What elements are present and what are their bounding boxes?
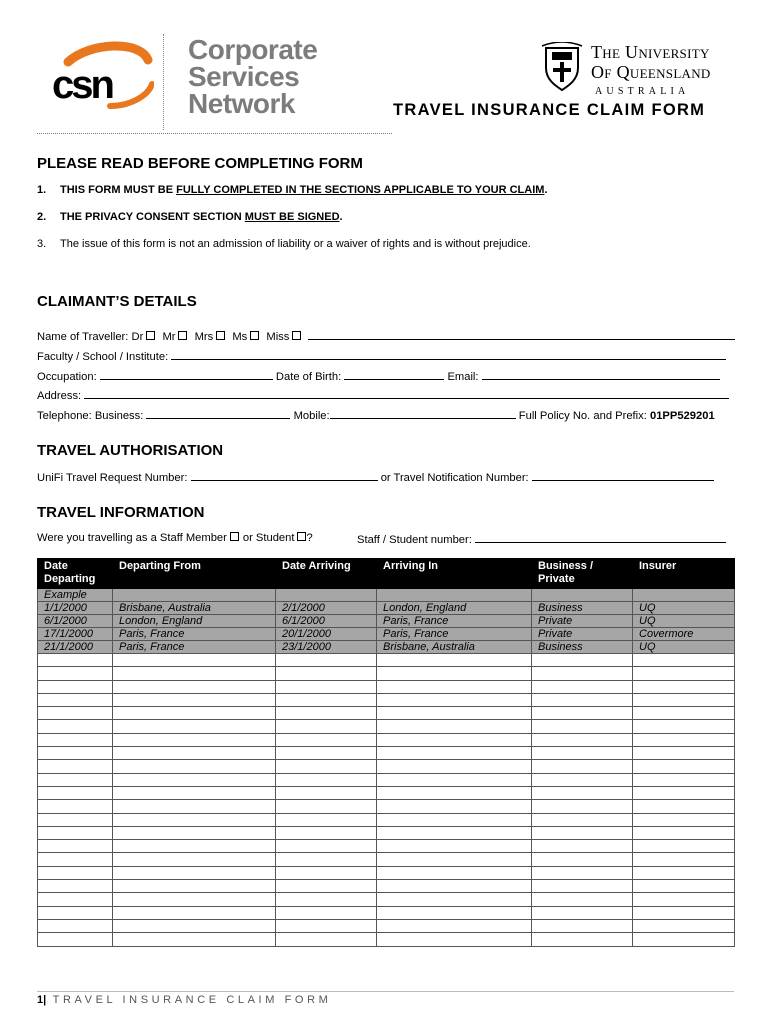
table-entry-cell[interactable] bbox=[377, 853, 532, 866]
table-entry-cell[interactable] bbox=[532, 813, 633, 826]
table-entry-cell[interactable] bbox=[276, 800, 377, 813]
table-entry-cell[interactable] bbox=[532, 707, 633, 720]
table-cell: Private bbox=[532, 628, 633, 641]
title-mrs-label: Mrs bbox=[194, 331, 214, 343]
occupation-field[interactable] bbox=[100, 369, 273, 380]
table-entry-cell[interactable] bbox=[38, 853, 113, 866]
table-cell: Paris, France bbox=[377, 628, 532, 641]
table-cell: Brisbane, Australia bbox=[377, 641, 532, 654]
col-date-arriving: Date Arriving bbox=[276, 559, 377, 589]
table-row bbox=[38, 800, 735, 813]
table-row bbox=[38, 760, 735, 773]
table-row bbox=[38, 733, 735, 746]
table-row bbox=[38, 826, 735, 839]
unifi-label: UniFi Travel Request Number: bbox=[37, 472, 188, 484]
table-entry-cell[interactable] bbox=[532, 773, 633, 786]
col-insurer: Insurer bbox=[633, 559, 735, 589]
table-row bbox=[38, 720, 735, 733]
table-entry-cell[interactable] bbox=[633, 866, 735, 879]
table-entry-cell[interactable] bbox=[113, 680, 276, 693]
table-row bbox=[38, 693, 735, 706]
uq-logo-text bbox=[591, 42, 711, 97]
footer-title: TRAVEL INSURANCE CLAIM FORM bbox=[52, 994, 332, 1006]
table-row bbox=[38, 747, 735, 760]
mobile-label: Mobile: bbox=[293, 410, 330, 422]
table-entry-cell[interactable] bbox=[532, 933, 633, 946]
table-entry-cell[interactable] bbox=[633, 667, 735, 680]
table-entry-cell[interactable] bbox=[532, 786, 633, 799]
csn-logo bbox=[50, 40, 154, 110]
mobile-field[interactable] bbox=[330, 408, 516, 419]
unifi-number-field[interactable] bbox=[191, 470, 378, 481]
title-mrs-checkbox[interactable] bbox=[216, 331, 225, 340]
table-entry-cell[interactable] bbox=[532, 906, 633, 919]
title-miss-checkbox[interactable] bbox=[292, 331, 301, 340]
table-entry-cell[interactable] bbox=[532, 853, 633, 866]
table-cell: London, England bbox=[113, 615, 276, 628]
table-entry-cell[interactable] bbox=[532, 800, 633, 813]
table-entry-cell[interactable] bbox=[113, 747, 276, 760]
table-entry-cell[interactable] bbox=[633, 680, 735, 693]
table-entry-cell[interactable] bbox=[633, 906, 735, 919]
table-entry-cell[interactable] bbox=[38, 747, 113, 760]
table-entry-cell[interactable] bbox=[532, 720, 633, 733]
table-row bbox=[38, 786, 735, 799]
table-entry-cell[interactable] bbox=[377, 866, 532, 879]
travel-table bbox=[37, 558, 735, 947]
table-row bbox=[38, 840, 735, 853]
table-entry-cell[interactable] bbox=[377, 919, 532, 932]
table-cell: Brisbane, Australia bbox=[113, 602, 276, 615]
table-entry-cell[interactable] bbox=[633, 800, 735, 813]
table-entry-cell[interactable] bbox=[377, 720, 532, 733]
table-entry-cell[interactable] bbox=[532, 680, 633, 693]
table-entry-cell[interactable] bbox=[113, 760, 276, 773]
table-row bbox=[38, 667, 735, 680]
table-entry-cell[interactable] bbox=[276, 680, 377, 693]
table-entry-cell[interactable] bbox=[113, 906, 276, 919]
table-entry-cell[interactable] bbox=[38, 654, 113, 667]
table-entry-cell[interactable] bbox=[113, 919, 276, 932]
staff-student-row bbox=[37, 532, 313, 544]
table-entry-cell[interactable] bbox=[113, 733, 276, 746]
table-entry-cell[interactable] bbox=[633, 747, 735, 760]
table-entry-cell[interactable] bbox=[633, 813, 735, 826]
table-entry-cell[interactable] bbox=[633, 654, 735, 667]
table-entry-cell[interactable] bbox=[113, 880, 276, 893]
table-entry-cell[interactable] bbox=[276, 853, 377, 866]
table-entry-cell[interactable] bbox=[633, 773, 735, 786]
table-cell: 6/1/2000 bbox=[276, 615, 377, 628]
table-entry-cell[interactable] bbox=[113, 866, 276, 879]
table-cell bbox=[276, 589, 377, 602]
travel-info-heading: TRAVEL INFORMATION bbox=[37, 504, 205, 521]
table-entry-cell[interactable] bbox=[633, 853, 735, 866]
table-entry-cell[interactable] bbox=[633, 840, 735, 853]
table-entry-cell[interactable] bbox=[532, 667, 633, 680]
table-entry-cell[interactable] bbox=[377, 800, 532, 813]
table-entry-cell[interactable] bbox=[276, 906, 377, 919]
table-cell: UQ bbox=[633, 615, 735, 628]
title-dr-label: Dr bbox=[131, 331, 144, 343]
footer bbox=[37, 994, 331, 1006]
staff-member-checkbox[interactable] bbox=[230, 532, 239, 541]
table-entry-cell[interactable] bbox=[38, 800, 113, 813]
table-entry-cell[interactable] bbox=[276, 747, 377, 760]
table-row bbox=[38, 906, 735, 919]
table-entry-cell[interactable] bbox=[633, 707, 735, 720]
svg-text:csn: csn bbox=[52, 63, 112, 107]
table-entry-cell[interactable] bbox=[532, 760, 633, 773]
title-miss-label: Miss bbox=[266, 331, 290, 343]
occupation-label: Occupation: bbox=[37, 371, 97, 383]
table-cell: Paris, France bbox=[113, 628, 276, 641]
table-entry-cell[interactable] bbox=[377, 786, 532, 799]
table-entry-cell[interactable] bbox=[113, 707, 276, 720]
table-entry-cell[interactable] bbox=[38, 866, 113, 879]
table-cell: Business bbox=[532, 602, 633, 615]
table-entry-cell[interactable] bbox=[276, 667, 377, 680]
table-entry-cell[interactable] bbox=[276, 773, 377, 786]
title-dr-checkbox[interactable] bbox=[146, 331, 155, 340]
col-arriving-in: Arriving In bbox=[377, 559, 532, 589]
table-entry-cell[interactable] bbox=[377, 680, 532, 693]
table-entry-cell[interactable] bbox=[633, 919, 735, 932]
table-cell: 21/1/2000 bbox=[38, 641, 113, 654]
table-entry-cell[interactable] bbox=[377, 773, 532, 786]
csn-wordmark: Corporate Services Network bbox=[188, 34, 318, 119]
question-mark: ? bbox=[306, 532, 313, 544]
occupation-row bbox=[37, 369, 720, 383]
staff-number-row bbox=[357, 532, 726, 546]
table-entry-cell[interactable] bbox=[113, 800, 276, 813]
table-entry-cell[interactable] bbox=[532, 733, 633, 746]
student-label: or Student bbox=[242, 532, 295, 544]
table-entry-cell[interactable] bbox=[38, 880, 113, 893]
page-number: 1 bbox=[37, 994, 44, 1006]
uq-country: AUSTRALIA bbox=[595, 86, 690, 97]
col-departing-from: Departing From bbox=[113, 559, 276, 589]
table-entry-cell[interactable] bbox=[633, 893, 735, 906]
authorisation-heading: TRAVEL AUTHORISATION bbox=[37, 442, 224, 459]
telephone-label: Telephone: Business: bbox=[37, 410, 144, 422]
table-entry-cell[interactable] bbox=[38, 693, 113, 706]
table-entry-cell[interactable] bbox=[532, 747, 633, 760]
table-entry-cell[interactable] bbox=[38, 906, 113, 919]
example-row bbox=[38, 615, 735, 628]
table-row bbox=[38, 866, 735, 879]
table-entry-cell[interactable] bbox=[377, 760, 532, 773]
uq-line-2: Of Queensland bbox=[591, 62, 711, 82]
table-entry-cell[interactable] bbox=[38, 707, 113, 720]
table-row bbox=[38, 707, 735, 720]
col-business-private: Business / Private bbox=[532, 559, 633, 589]
table-cell: Private bbox=[532, 615, 633, 628]
address-row bbox=[37, 388, 729, 402]
table-cell: 6/1/2000 bbox=[38, 615, 113, 628]
staff-question-label: Were you travelling as a Staff Member bbox=[37, 532, 227, 544]
form-title: TRAVEL INSURANCE CLAIM FORM bbox=[393, 101, 706, 119]
table-cell: Business bbox=[532, 641, 633, 654]
table-entry-cell[interactable] bbox=[276, 840, 377, 853]
table-entry-cell[interactable] bbox=[532, 866, 633, 879]
table-entry-cell[interactable] bbox=[377, 826, 532, 839]
title-mr-label: Mr bbox=[162, 331, 176, 343]
table-entry-cell[interactable] bbox=[377, 840, 532, 853]
table-cell: 20/1/2000 bbox=[276, 628, 377, 641]
table-entry-cell[interactable] bbox=[633, 786, 735, 799]
table-entry-cell[interactable] bbox=[633, 693, 735, 706]
table-entry-cell[interactable] bbox=[276, 786, 377, 799]
instruction-1: 1. THIS FORM MUST BE FULLY COMPLETED IN THE SECTIONS APPLICABLE TO YOUR CLAIM. bbox=[37, 184, 548, 196]
address-field[interactable] bbox=[84, 388, 729, 399]
table-cell bbox=[113, 589, 276, 602]
table-row bbox=[38, 680, 735, 693]
table-cell: 17/1/2000 bbox=[38, 628, 113, 641]
table-entry-cell[interactable] bbox=[276, 880, 377, 893]
table-row bbox=[38, 880, 735, 893]
table-entry-cell[interactable] bbox=[113, 933, 276, 946]
table-entry-cell[interactable] bbox=[377, 654, 532, 667]
table-entry-cell[interactable] bbox=[38, 826, 113, 839]
table-entry-cell[interactable] bbox=[113, 813, 276, 826]
email-label: Email: bbox=[447, 371, 479, 383]
uq-crest-icon bbox=[540, 42, 584, 92]
table-entry-cell[interactable] bbox=[38, 760, 113, 773]
table-entry-cell[interactable] bbox=[113, 693, 276, 706]
staff-number-field[interactable] bbox=[475, 532, 726, 543]
traveller-name-label: Name of Traveller: bbox=[37, 331, 129, 343]
table-entry-cell[interactable] bbox=[113, 826, 276, 839]
traveller-name-row bbox=[37, 329, 734, 343]
table-entry-cell[interactable] bbox=[113, 654, 276, 667]
policy-number: 01PP529201 bbox=[649, 410, 715, 422]
claimant-heading: CLAIMANT’S DETAILS bbox=[37, 293, 197, 310]
faculty-label: Faculty / School / Institute: bbox=[37, 351, 169, 363]
table-entry-cell[interactable] bbox=[377, 667, 532, 680]
telephone-row bbox=[37, 408, 715, 422]
table-entry-cell[interactable] bbox=[633, 880, 735, 893]
title-ms-checkbox[interactable] bbox=[250, 331, 259, 340]
example-label: Example bbox=[38, 589, 113, 602]
table-cell bbox=[532, 589, 633, 602]
table-entry-cell[interactable] bbox=[532, 919, 633, 932]
table-entry-cell[interactable] bbox=[113, 667, 276, 680]
dob-field[interactable] bbox=[344, 369, 444, 380]
table-entry-cell[interactable] bbox=[113, 893, 276, 906]
table-entry-cell[interactable] bbox=[377, 707, 532, 720]
dob-label: Date of Birth: bbox=[275, 371, 342, 383]
table-cell: UQ bbox=[633, 602, 735, 615]
table-entry-cell[interactable] bbox=[532, 840, 633, 853]
table-row bbox=[38, 654, 735, 667]
table-entry-cell[interactable] bbox=[633, 733, 735, 746]
table-entry-cell[interactable] bbox=[276, 813, 377, 826]
table-cell: Paris, France bbox=[113, 641, 276, 654]
table-entry-cell[interactable] bbox=[38, 680, 113, 693]
table-entry-cell[interactable] bbox=[113, 773, 276, 786]
table-entry-cell[interactable] bbox=[532, 693, 633, 706]
address-label: Address: bbox=[37, 390, 82, 402]
table-entry-cell[interactable] bbox=[532, 893, 633, 906]
header-divider bbox=[163, 34, 164, 130]
table-entry-cell[interactable] bbox=[276, 933, 377, 946]
table-entry-cell[interactable] bbox=[38, 667, 113, 680]
table-entry-cell[interactable] bbox=[113, 840, 276, 853]
table-row bbox=[38, 893, 735, 906]
table-entry-cell[interactable] bbox=[532, 880, 633, 893]
table-entry-cell[interactable] bbox=[377, 933, 532, 946]
table-entry-cell[interactable] bbox=[38, 720, 113, 733]
table-cell: UQ bbox=[633, 641, 735, 654]
table-entry-cell[interactable] bbox=[276, 707, 377, 720]
table-cell bbox=[633, 589, 735, 602]
instruction-3: 3. The issue of this form is not an admission of liability or a waiver of rights and is without prejudice. bbox=[37, 238, 531, 250]
email-field[interactable] bbox=[482, 369, 720, 380]
table-cell: 2/1/2000 bbox=[276, 602, 377, 615]
table-entry-cell[interactable] bbox=[377, 880, 532, 893]
title-ms-label: Ms bbox=[232, 331, 248, 343]
table-row bbox=[38, 773, 735, 786]
table-entry-cell[interactable] bbox=[113, 786, 276, 799]
header-dotted-rule bbox=[37, 133, 392, 134]
table-cell: 1/1/2000 bbox=[38, 602, 113, 615]
table-entry-cell[interactable] bbox=[276, 893, 377, 906]
table-row bbox=[38, 933, 735, 946]
example-row bbox=[38, 641, 735, 654]
table-entry-cell[interactable] bbox=[276, 693, 377, 706]
table-entry-cell[interactable] bbox=[38, 813, 113, 826]
table-entry-cell[interactable] bbox=[377, 733, 532, 746]
table-entry-cell[interactable] bbox=[276, 654, 377, 667]
table-entry-cell[interactable] bbox=[633, 826, 735, 839]
table-entry-cell[interactable] bbox=[276, 919, 377, 932]
authorisation-row bbox=[37, 470, 714, 484]
table-entry-cell[interactable] bbox=[377, 813, 532, 826]
instruction-2: 2. THE PRIVACY CONSENT SECTION MUST BE SIGNED. bbox=[37, 211, 343, 223]
table-row bbox=[38, 919, 735, 932]
traveller-name-field[interactable] bbox=[308, 329, 735, 340]
table-entry-cell[interactable] bbox=[532, 654, 633, 667]
table-entry-cell[interactable] bbox=[377, 693, 532, 706]
footer-rule bbox=[37, 991, 734, 992]
please-read-heading: PLEASE READ BEFORE COMPLETING FORM bbox=[37, 155, 363, 172]
table-entry-cell[interactable] bbox=[276, 866, 377, 879]
notification-label: or Travel Notification Number: bbox=[380, 472, 529, 484]
example-row bbox=[38, 628, 735, 641]
table-entry-cell[interactable] bbox=[38, 893, 113, 906]
table-entry-cell[interactable] bbox=[633, 933, 735, 946]
table-entry-cell[interactable] bbox=[38, 933, 113, 946]
table-entry-cell[interactable] bbox=[377, 906, 532, 919]
table-entry-cell[interactable] bbox=[276, 826, 377, 839]
uq-line-1: The University bbox=[591, 42, 710, 62]
staff-number-label: Staff / Student number: bbox=[357, 534, 472, 546]
table-entry-cell[interactable] bbox=[532, 826, 633, 839]
example-row bbox=[38, 602, 735, 615]
table-entry-cell[interactable] bbox=[38, 773, 113, 786]
table-cell: 23/1/2000 bbox=[276, 641, 377, 654]
table-cell bbox=[377, 589, 532, 602]
table-row bbox=[38, 853, 735, 866]
table-entry-cell[interactable] bbox=[276, 733, 377, 746]
business-phone-field[interactable] bbox=[146, 408, 290, 419]
table-entry-cell[interactable] bbox=[113, 720, 276, 733]
table-entry-cell[interactable] bbox=[633, 720, 735, 733]
faculty-field[interactable] bbox=[171, 349, 726, 360]
table-entry-cell[interactable] bbox=[38, 919, 113, 932]
table-entry-cell[interactable] bbox=[276, 760, 377, 773]
table-cell: Covermore bbox=[633, 628, 735, 641]
table-cell: Paris, France bbox=[377, 615, 532, 628]
notification-number-field[interactable] bbox=[532, 470, 714, 481]
table-entry-cell[interactable] bbox=[633, 760, 735, 773]
faculty-row bbox=[37, 349, 726, 363]
table-entry-cell[interactable] bbox=[38, 840, 113, 853]
footer-separator: | bbox=[43, 994, 47, 1006]
table-entry-cell[interactable] bbox=[377, 893, 532, 906]
example-label-row bbox=[38, 589, 735, 602]
table-header-row bbox=[38, 559, 735, 589]
policy-label: Full Policy No. and Prefix: bbox=[518, 410, 647, 422]
table-cell: London, England bbox=[377, 602, 532, 615]
table-entry-cell[interactable] bbox=[38, 786, 113, 799]
table-entry-cell[interactable] bbox=[38, 733, 113, 746]
table-row bbox=[38, 813, 735, 826]
title-mr-checkbox[interactable] bbox=[178, 331, 187, 340]
col-date-departing: Date Departing bbox=[38, 559, 113, 589]
table-entry-cell[interactable] bbox=[113, 853, 276, 866]
table-entry-cell[interactable] bbox=[377, 747, 532, 760]
table-entry-cell[interactable] bbox=[276, 720, 377, 733]
